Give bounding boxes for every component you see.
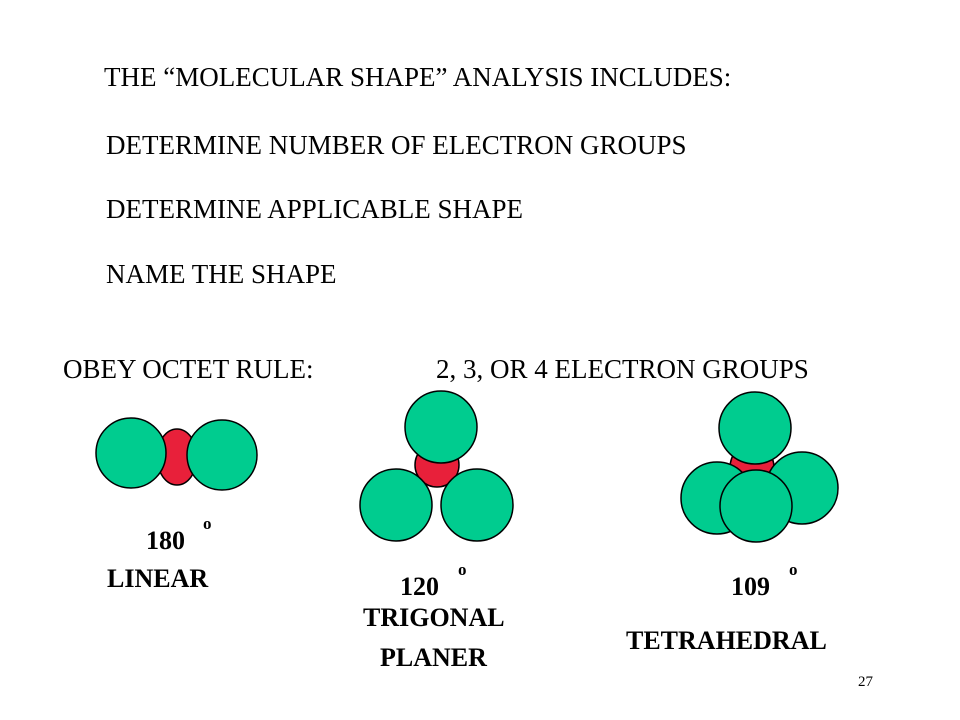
linear-degree-mark: o: [203, 514, 212, 533]
tetrahedral-molecule: [681, 392, 838, 542]
tetrahedral-angle: 109: [731, 572, 770, 601]
slide-title: THE “MOLECULAR SHAPE” ANALYSIS INCLUDES:: [104, 62, 732, 92]
trigonal-outer-atom: [405, 391, 477, 463]
trigonal-degree-mark: o: [458, 560, 467, 579]
tetrahedral-outer-atom: [719, 392, 791, 464]
trigonal-outer-atom: [360, 469, 432, 541]
step-name-shape: NAME THE SHAPE: [106, 259, 337, 289]
linear-angle: 180: [146, 526, 185, 555]
tetrahedral-degree-mark: o: [789, 560, 798, 579]
trigonal-angle: 120: [400, 572, 439, 601]
step-applicable-shape: DETERMINE APPLICABLE SHAPE: [106, 194, 524, 224]
octet-rule-label: OBEY OCTET RULE:: [63, 354, 314, 384]
linear-outer-atom: [187, 420, 257, 490]
tetrahedral-shape-name: TETRAHEDRAL: [626, 626, 827, 655]
tetrahedral-outer-atom: [720, 470, 792, 542]
linear-molecule: [96, 418, 257, 490]
trigonal-outer-atom: [441, 469, 513, 541]
page-number: 27: [858, 674, 873, 690]
step-electron-groups: DETERMINE NUMBER OF ELECTRON GROUPS: [106, 130, 687, 160]
trigonal-shape-name-line2: PLANER: [380, 643, 487, 672]
linear-shape-name: LINEAR: [107, 564, 209, 593]
linear-outer-atom: [96, 418, 166, 488]
trigonal-planar-molecule: [360, 391, 513, 541]
electron-groups-label: 2, 3, OR 4 ELECTRON GROUPS: [436, 354, 809, 384]
trigonal-shape-name-line1: TRIGONAL: [363, 603, 505, 632]
